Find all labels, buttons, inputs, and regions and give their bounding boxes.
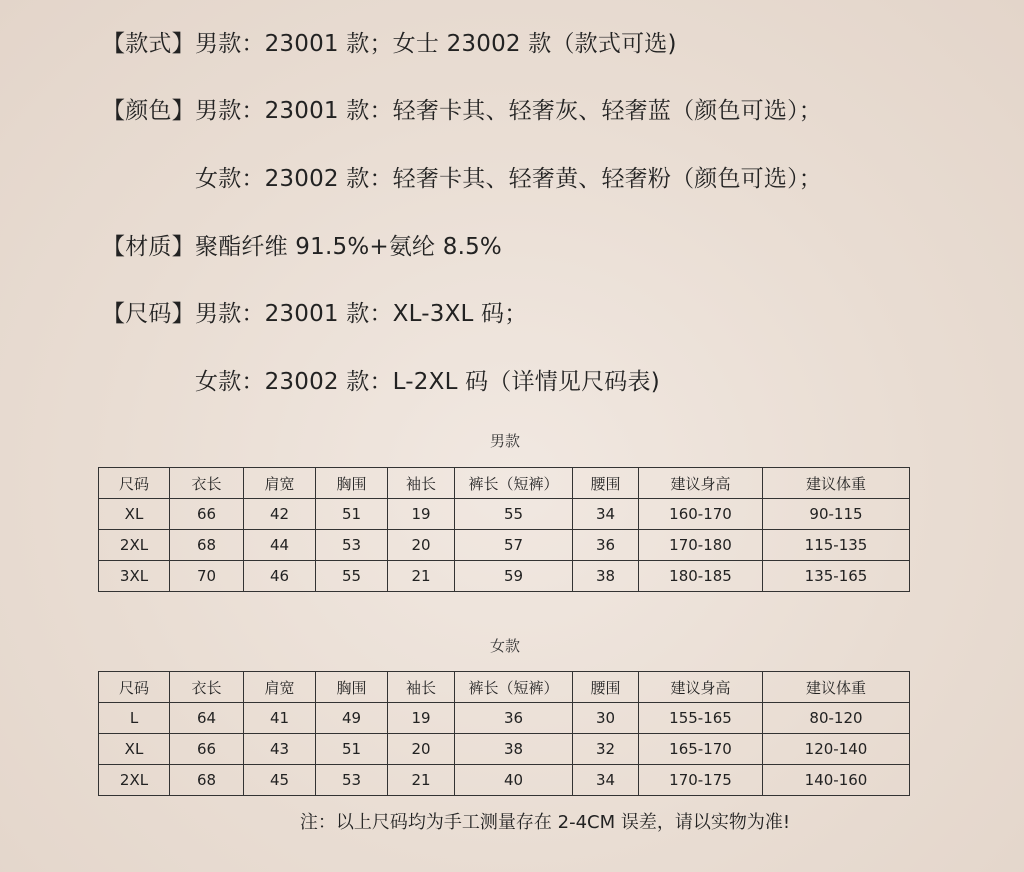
table-row	[99, 561, 910, 592]
table-row	[99, 530, 910, 561]
spec-color-men	[102, 96, 822, 126]
table-cell: 55	[316, 561, 388, 592]
table-cell: 57	[455, 530, 573, 561]
measurement-note: 注：以上尺码均为手工测量存在 2-4CM 误差，请以实物为准!	[299, 812, 791, 833]
spec-style	[102, 29, 677, 59]
table-header-row	[99, 672, 910, 703]
table-cell: 32	[573, 734, 639, 765]
table-cell: 135-165	[763, 561, 910, 592]
header-cell: 袖长	[388, 672, 455, 703]
table-cell: 51	[316, 499, 388, 530]
table-cell: 66	[170, 499, 244, 530]
table-cell: 68	[170, 765, 244, 796]
table-cell: 155-165	[639, 703, 763, 734]
table-header-row	[99, 468, 910, 499]
table-row	[99, 499, 910, 530]
women-table-title: 女款	[489, 637, 520, 655]
table-cell: 140-160	[763, 765, 910, 796]
spec-size-women	[195, 367, 660, 397]
table-cell: 66	[170, 734, 244, 765]
table-cell: XL	[99, 734, 170, 765]
table-cell: 2XL	[99, 765, 170, 796]
spec-style-text: 男款：23001 款；女士 23002 款（款式可选)	[195, 31, 677, 57]
header-cell: 腰围	[573, 672, 639, 703]
table-cell: 34	[573, 765, 639, 796]
table-cell: 170-180	[639, 530, 763, 561]
spec-material-label: 【材质】	[102, 234, 195, 260]
table-cell: 21	[388, 765, 455, 796]
table-cell: 38	[455, 734, 573, 765]
table-cell: XL	[99, 499, 170, 530]
spec-color-men-text: 男款：23001 款：轻奢卡其、轻奢灰、轻奢蓝（颜色可选）；	[195, 98, 822, 124]
table-row	[99, 703, 910, 734]
table-cell: 90-115	[763, 499, 910, 530]
table-cell: 20	[388, 530, 455, 561]
header-cell: 建议体重	[763, 672, 910, 703]
spec-size-label: 【尺码】	[102, 301, 195, 327]
table-cell: 165-170	[639, 734, 763, 765]
table-cell: 64	[170, 703, 244, 734]
table-cell: L	[99, 703, 170, 734]
table-cell: 53	[316, 530, 388, 561]
spec-material-text: 聚酯纤维 91.5%+氨纶 8.5%	[195, 234, 502, 260]
table-cell: 41	[244, 703, 316, 734]
table-cell: 3XL	[99, 561, 170, 592]
table-cell: 19	[388, 703, 455, 734]
table-row	[99, 765, 910, 796]
header-cell: 肩宽	[244, 672, 316, 703]
table-cell: 36	[455, 703, 573, 734]
table-cell: 180-185	[639, 561, 763, 592]
table-cell: 20	[388, 734, 455, 765]
table-cell: 160-170	[639, 499, 763, 530]
spec-size-men	[102, 299, 527, 329]
table-cell: 44	[244, 530, 316, 561]
table-cell: 42	[244, 499, 316, 530]
table-row	[99, 734, 910, 765]
table-cell: 80-120	[763, 703, 910, 734]
table-cell: 115-135	[763, 530, 910, 561]
women-size-table	[98, 671, 910, 796]
table-cell: 36	[573, 530, 639, 561]
table-cell: 55	[455, 499, 573, 530]
table-cell: 43	[244, 734, 316, 765]
table-cell: 49	[316, 703, 388, 734]
spec-color-women	[195, 164, 822, 194]
header-cell: 衣长	[170, 468, 244, 499]
table-cell: 120-140	[763, 734, 910, 765]
table-cell: 68	[170, 530, 244, 561]
table-cell: 46	[244, 561, 316, 592]
table-cell: 51	[316, 734, 388, 765]
spec-size-men-text: 男款：23001 款：XL-3XL 码；	[195, 301, 528, 327]
header-cell: 衣长	[170, 672, 244, 703]
men-table-title: 男款	[489, 432, 520, 450]
header-cell: 建议身高	[639, 672, 763, 703]
header-cell: 肩宽	[244, 468, 316, 499]
header-cell: 建议身高	[639, 468, 763, 499]
spec-size-women-text: 女款：23002 款：L-2XL 码（详情见尺码表)	[195, 369, 660, 395]
table-cell: 19	[388, 499, 455, 530]
header-cell: 尺码	[99, 468, 170, 499]
spec-style-label: 【款式】	[102, 31, 195, 57]
header-cell: 胸围	[316, 672, 388, 703]
header-cell: 尺码	[99, 672, 170, 703]
men-size-table	[98, 467, 910, 592]
table-cell: 70	[170, 561, 244, 592]
header-cell: 胸围	[316, 468, 388, 499]
table-cell: 21	[388, 561, 455, 592]
table-cell: 45	[244, 765, 316, 796]
table-cell: 38	[573, 561, 639, 592]
table-cell: 2XL	[99, 530, 170, 561]
table-cell: 59	[455, 561, 573, 592]
table-cell: 53	[316, 765, 388, 796]
spec-color-women-text: 女款：23002 款：轻奢卡其、轻奢黄、轻奢粉（颜色可选）；	[195, 166, 822, 192]
table-cell: 170-175	[639, 765, 763, 796]
spec-material	[102, 232, 502, 262]
header-cell: 袖长	[388, 468, 455, 499]
header-cell: 裤长（短裤）	[455, 672, 573, 703]
header-cell: 裤长（短裤）	[455, 468, 573, 499]
header-cell: 建议体重	[763, 468, 910, 499]
table-cell: 30	[573, 703, 639, 734]
table-cell: 34	[573, 499, 639, 530]
spec-color-label: 【颜色】	[102, 98, 195, 124]
table-cell: 40	[455, 765, 573, 796]
header-cell: 腰围	[573, 468, 639, 499]
